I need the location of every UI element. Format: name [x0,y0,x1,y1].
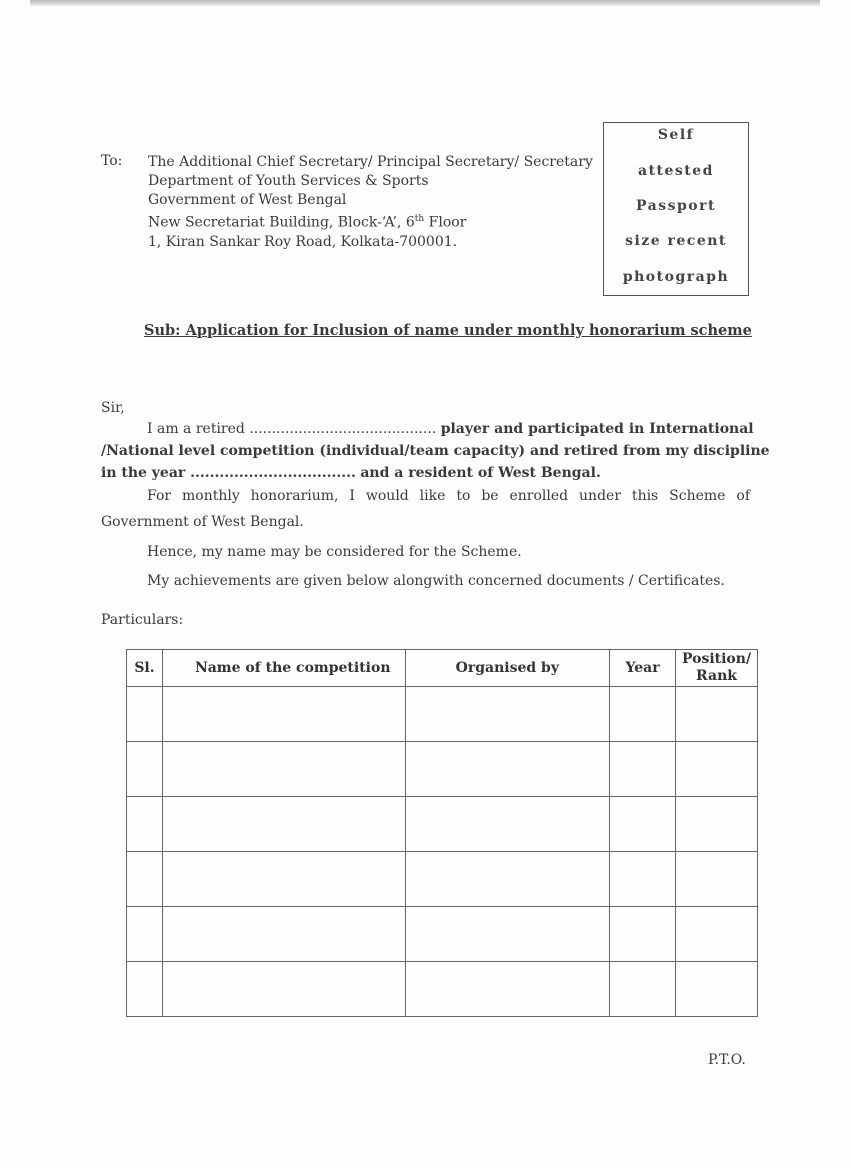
cell-year[interactable] [610,742,676,797]
header-year: Year [610,650,676,687]
address-line-1: The Additional Chief Secretary/ Principal Secretary/ Secretary [148,154,593,170]
header-sl: Sl. [127,650,163,687]
table-row [127,742,758,797]
para1-line-2: /National level competition (individual/team capacity) and retired from my discipline [101,443,770,459]
header-position-rank [676,650,758,687]
photo-box-line-5: photograph [622,269,730,285]
para3: Hence, my name may be considered for the Scheme. [147,544,522,560]
cell-position-rank[interactable] [676,852,758,907]
table-header-row [127,650,758,687]
header-organised-by: Organised by [405,650,610,687]
achievements-table [126,649,758,1017]
cell-competition[interactable] [162,962,405,1017]
pto-note: P.T.O. [708,1052,746,1068]
cell-competition[interactable] [162,742,405,797]
cell-organised-by[interactable] [405,687,610,742]
cell-competition[interactable] [162,907,405,962]
cell-year[interactable] [610,687,676,742]
table-row [127,852,758,907]
para2-line-1 [101,488,750,504]
cell-organised-by[interactable] [405,742,610,797]
para2-line-1-text: For monthly honorarium, I would like to be enrolled under this Scheme of [147,488,750,504]
para1-line-1 [101,421,754,437]
cell-organised-by[interactable] [405,962,610,1017]
photo-box-line-1: Self [657,127,695,143]
para1-line-3-start: in the year .................................. [101,465,356,481]
cell-position-rank[interactable] [676,797,758,852]
cell-competition[interactable] [162,852,405,907]
particulars-label: Particulars: [101,612,184,628]
photo-box-line-2: attested [638,163,714,179]
recipient-address [148,153,593,252]
cell-sl[interactable] [127,852,163,907]
table-row [127,907,758,962]
para1-line-3-end: and a resident of West Bengal. [360,465,601,481]
photo-box-line-4: size recent [625,233,727,249]
cell-year[interactable] [610,852,676,907]
cell-sl[interactable] [127,907,163,962]
cell-sl[interactable] [127,962,163,1017]
table-row [127,797,758,852]
cell-position-rank[interactable] [676,907,758,962]
para1-line-1-bold: player and participated in International [440,421,754,437]
address-floor-sup: th [414,214,425,224]
to-label: To: [101,153,123,169]
photo-box-line-3: Passport [636,198,716,214]
cell-position-rank[interactable] [676,742,758,797]
table-row [127,687,758,742]
header-rank: Rank [696,668,737,684]
subject-line: Sub: Application for Inclusion of name under monthly honorarium scheme [144,322,752,339]
cell-organised-by[interactable] [405,797,610,852]
header-competition: Name of the competition [162,650,405,687]
salutation: Sir, [101,400,125,416]
cell-year[interactable] [610,907,676,962]
address-line-5: 1, Kiran Sankar Roy Road, Kolkata-700001. [148,233,458,250]
cell-year[interactable] [610,962,676,1017]
address-line-2: Department of Youth Services & Sports [148,173,429,189]
cell-competition[interactable] [162,797,405,852]
cell-position-rank[interactable] [676,687,758,742]
cell-sl[interactable] [127,687,163,742]
header-position: Position/ [681,651,752,667]
para4: My achievements are given below alongwith concerned documents / Certificates. [147,573,725,589]
table-row [127,962,758,1017]
photograph-box [603,122,749,296]
cell-organised-by[interactable] [405,907,610,962]
para1-line-3 [101,465,601,481]
address-line-4 [148,210,593,233]
cell-sl[interactable] [127,797,163,852]
cell-competition[interactable] [162,687,405,742]
scan-edge [30,0,820,6]
cell-organised-by[interactable] [405,852,610,907]
cell-sl[interactable] [127,742,163,797]
address-line-4-text: New Secretariat Building, Block-‘A’, 6 [148,214,415,231]
cell-position-rank[interactable] [676,962,758,1017]
para1-line-1-start: I am a retired .......................................... [147,421,437,437]
para2-line-2: Government of West Bengal. [101,514,304,530]
address-floor-word: Floor [424,214,467,231]
cell-year[interactable] [610,797,676,852]
address-line-3: Government of West Bengal [148,192,347,208]
